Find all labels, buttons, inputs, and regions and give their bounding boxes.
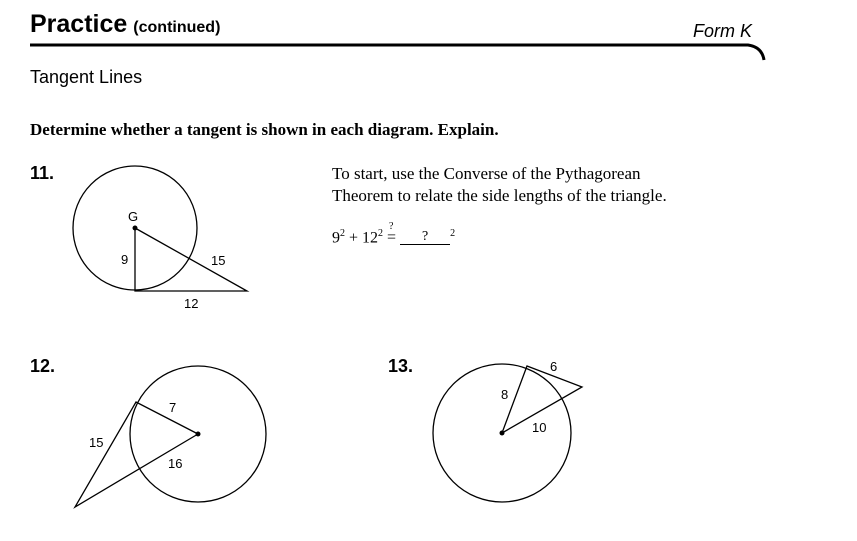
section-title: Tangent Lines: [30, 67, 143, 87]
eq-exp3: 2: [450, 228, 456, 239]
eq-relation-mark: ?: [389, 221, 394, 233]
problem-12-number: 12.: [30, 356, 56, 376]
eq-left: 9: [332, 229, 340, 247]
hint-line-1: To start, use the Converse of the Pythagorean: [332, 164, 641, 183]
label-11-hypotenuse: 15: [211, 253, 226, 268]
eq-exp2: 2: [378, 228, 384, 239]
label-11-tangent: 12: [184, 296, 199, 311]
label-11-radius: 9: [121, 252, 129, 267]
hint-line-2: Theorem to relate the side lengths of the triangle.: [332, 186, 667, 205]
label-G: G: [128, 209, 139, 224]
label-13-radius: 8: [501, 387, 509, 402]
label-13-side: 10: [532, 420, 547, 435]
eq-relation-sign: =: [387, 229, 397, 247]
label-12-outer: 15: [89, 435, 104, 450]
form-label: Form K: [693, 21, 753, 41]
title-suffix: (continued): [133, 19, 221, 36]
eq-blank: ?: [400, 230, 450, 245]
label-12-radius: 7: [169, 400, 177, 415]
problem-13-number: 13.: [388, 356, 414, 376]
problem-11-number: 11.: [30, 163, 55, 183]
directions: Determine whether a tangent is shown in each diagram. Explain.: [30, 120, 499, 139]
eq-exp1: 2: [340, 228, 345, 239]
center-point-13: [500, 431, 505, 436]
label-13-outer: 6: [550, 359, 558, 374]
eq-plus: + 12: [345, 229, 379, 247]
title-text: Practice: [30, 10, 128, 38]
label-12-inner: 16: [168, 456, 183, 471]
